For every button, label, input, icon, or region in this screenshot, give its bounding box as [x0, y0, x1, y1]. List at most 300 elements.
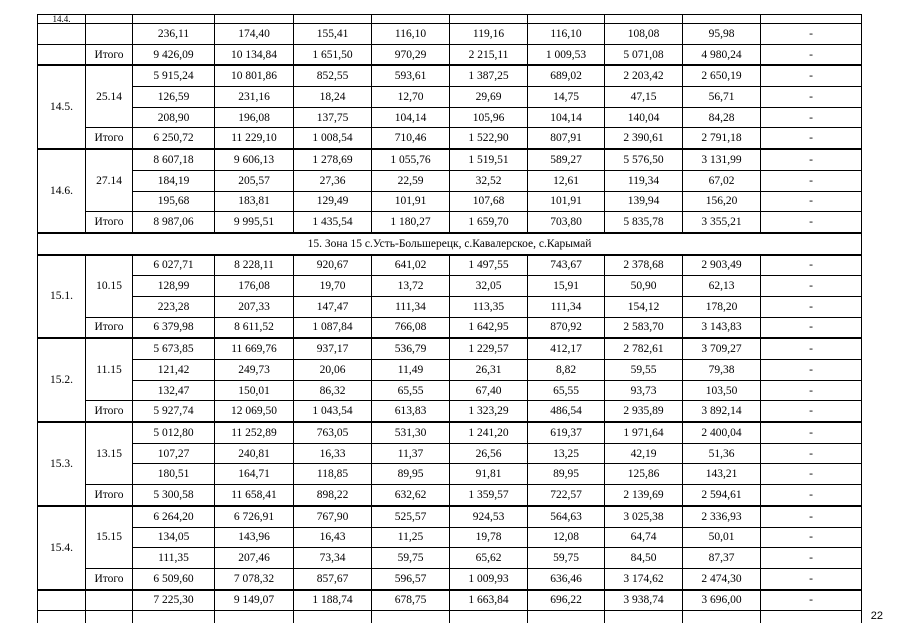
table-cell: 536,79: [372, 338, 450, 359]
table-cell: 128,99: [133, 276, 215, 297]
total-row: [38, 317, 862, 338]
table-row: [38, 149, 862, 170]
table-cell: 65,55: [372, 380, 450, 401]
table-cell: 852,55: [294, 65, 372, 86]
table-cell: 174,40: [215, 24, 294, 45]
table-row: [38, 422, 862, 443]
table-cell: 696,22: [528, 590, 605, 611]
table-row: [38, 15, 862, 24]
table-cell: 129,49: [294, 191, 372, 212]
table-cell: 1 435,54: [294, 212, 372, 233]
total-label: Итого: [86, 568, 133, 589]
table-cell: 2 903,49: [683, 255, 761, 276]
table-cell: 236,11: [133, 24, 215, 45]
table-cell: -: [761, 44, 862, 65]
group-code: 27.14: [86, 149, 133, 212]
zone-header-row: [38, 233, 862, 255]
table-cell: 1 642,95: [450, 317, 528, 338]
table-row: [38, 506, 862, 527]
table-cell: 180,51: [133, 464, 215, 485]
table-cell: 6 264,20: [133, 506, 215, 527]
table-row: [38, 107, 862, 128]
group-code: 25.14: [86, 65, 133, 128]
table-cell: 10 801,86: [215, 65, 294, 86]
group-code: 10.15: [86, 255, 133, 318]
table-cell: [86, 611, 133, 624]
table-cell: 763,05: [294, 422, 372, 443]
table-cell: 104,14: [528, 107, 605, 128]
table-cell: [86, 15, 133, 24]
code-cell: [86, 24, 133, 45]
table-cell: 89,95: [528, 464, 605, 485]
table-cell: [450, 611, 528, 624]
table-cell: 1 009,93: [450, 568, 528, 589]
table-cell: [294, 15, 372, 24]
table-cell: 766,08: [372, 317, 450, 338]
table-cell: 1 229,57: [450, 338, 528, 359]
group-number: 15.4.: [38, 506, 86, 590]
tariff-table: [37, 14, 862, 623]
table-cell: -: [761, 65, 862, 86]
table-cell: 19,78: [450, 527, 528, 548]
table-cell: -: [761, 317, 862, 338]
table-cell: 564,63: [528, 506, 605, 527]
table-row: [38, 191, 862, 212]
table-cell: 11,37: [372, 443, 450, 464]
table-cell: 2 650,19: [683, 65, 761, 86]
table-row: [38, 590, 862, 611]
table-cell: 870,92: [528, 317, 605, 338]
table-cell: 91,81: [450, 464, 528, 485]
table-cell: 13,25: [528, 443, 605, 464]
table-cell: 125,86: [605, 464, 683, 485]
table-cell: 1 180,27: [372, 212, 450, 233]
table-row: [38, 24, 862, 45]
table-cell: 196,08: [215, 107, 294, 128]
table-row: [38, 65, 862, 86]
table-cell: 641,02: [372, 255, 450, 276]
table-cell: 3 174,62: [605, 568, 683, 589]
table-cell: 59,55: [605, 360, 683, 381]
table-cell: 67,02: [683, 170, 761, 191]
table-cell: 12 069,50: [215, 401, 294, 422]
table-cell: 14,75: [528, 87, 605, 108]
table-cell: 64,74: [605, 527, 683, 548]
table-cell: 116,10: [528, 24, 605, 45]
table-cell: 116,10: [372, 24, 450, 45]
table-row: [38, 548, 862, 569]
table-cell: 1 188,74: [294, 590, 372, 611]
table-cell: 5 927,74: [133, 401, 215, 422]
table-cell: 5 012,80: [133, 422, 215, 443]
table-cell: 240,81: [215, 443, 294, 464]
table-cell: 3 892,14: [683, 401, 761, 422]
table-cell: 636,46: [528, 568, 605, 589]
table-cell: 3 025,38: [605, 506, 683, 527]
table-cell: -: [761, 527, 862, 548]
table-cell: -: [761, 464, 862, 485]
table-cell: 1 323,29: [450, 401, 528, 422]
table-cell: 8 607,18: [133, 149, 215, 170]
table-cell: 531,30: [372, 422, 450, 443]
table-cell: 137,75: [294, 107, 372, 128]
table-cell: -: [761, 87, 862, 108]
group-number: 14.5.: [38, 65, 86, 149]
table-cell: 9 606,13: [215, 149, 294, 170]
table-cell: 9 995,51: [215, 212, 294, 233]
table-cell: 164,71: [215, 464, 294, 485]
table-cell: [133, 15, 215, 24]
table-cell: 84,50: [605, 548, 683, 569]
total-label: Итого: [86, 401, 133, 422]
table-cell: 4 980,24: [683, 44, 761, 65]
table-cell: 2 782,61: [605, 338, 683, 359]
table-cell: 18,24: [294, 87, 372, 108]
table-cell: 207,46: [215, 548, 294, 569]
table-row-cut: [38, 611, 862, 624]
total-label: Итого: [86, 128, 133, 149]
table-cell: 1 241,20: [450, 422, 528, 443]
table-cell: 2 336,93: [683, 506, 761, 527]
table-cell: 15,91: [528, 276, 605, 297]
table-cell: 101,91: [372, 191, 450, 212]
table-cell: 2 203,42: [605, 65, 683, 86]
table-cell: 11 252,89: [215, 422, 294, 443]
table-cell: 6 509,60: [133, 568, 215, 589]
total-row: [38, 128, 862, 149]
table-cell: 1 663,84: [450, 590, 528, 611]
group-code: 11.15: [86, 338, 133, 401]
table-cell: 89,95: [372, 464, 450, 485]
table-cell: -: [761, 276, 862, 297]
table-cell: 26,56: [450, 443, 528, 464]
table-body: [38, 15, 862, 624]
table-row: [38, 360, 862, 381]
group-number-cell: [38, 590, 86, 611]
table-cell: 126,59: [133, 87, 215, 108]
table-cell: -: [761, 380, 862, 401]
table-cell: 143,21: [683, 464, 761, 485]
table-cell: 59,75: [528, 548, 605, 569]
table-cell: 5 300,58: [133, 485, 215, 506]
table-cell: 2 583,70: [605, 317, 683, 338]
table-cell: 589,27: [528, 149, 605, 170]
table-cell: 65,55: [528, 380, 605, 401]
table-cell: 1 278,69: [294, 149, 372, 170]
table-cell: 12,61: [528, 170, 605, 191]
table-cell: [215, 15, 294, 24]
table-row: [38, 527, 862, 548]
table-cell: 619,37: [528, 422, 605, 443]
table-cell: 632,62: [372, 485, 450, 506]
table-cell: 62,13: [683, 276, 761, 297]
table-cell: -: [761, 590, 862, 611]
table-cell: 1 659,70: [450, 212, 528, 233]
table-cell: [38, 611, 86, 624]
table-cell: 2 594,61: [683, 485, 761, 506]
table-cell: 150,01: [215, 380, 294, 401]
table-cell: 105,96: [450, 107, 528, 128]
table-cell: 10 134,84: [215, 44, 294, 65]
table-cell: 3 355,21: [683, 212, 761, 233]
table-cell: [450, 15, 528, 24]
table-cell: 59,75: [372, 548, 450, 569]
table-cell: -: [761, 296, 862, 317]
table-cell: [761, 15, 862, 24]
table-row: [38, 170, 862, 191]
total-label: Итого: [86, 212, 133, 233]
table-cell: 87,37: [683, 548, 761, 569]
table-cell: 178,20: [683, 296, 761, 317]
group-number: 14.6.: [38, 149, 86, 233]
total-row: [38, 212, 862, 233]
group-code: 13.15: [86, 422, 133, 485]
table-cell: -: [761, 338, 862, 359]
table-cell: 596,57: [372, 568, 450, 589]
table-cell: -: [761, 149, 862, 170]
table-cell: 13,72: [372, 276, 450, 297]
group-number-cell: [38, 44, 86, 65]
table-cell: 32,52: [450, 170, 528, 191]
table-cell: 689,02: [528, 65, 605, 86]
table-cell: 857,67: [294, 568, 372, 589]
table-cell: 6 250,72: [133, 128, 215, 149]
table-cell: 722,57: [528, 485, 605, 506]
table-cell: 183,81: [215, 191, 294, 212]
table-cell: 103,50: [683, 380, 761, 401]
table-cell: 16,43: [294, 527, 372, 548]
table-cell: -: [761, 212, 862, 233]
table-cell: -: [761, 255, 862, 276]
table-cell: 1 009,53: [528, 44, 605, 65]
table-cell: 104,14: [372, 107, 450, 128]
table-cell: 678,75: [372, 590, 450, 611]
total-row: [38, 44, 862, 65]
group-number: 15.1.: [38, 255, 86, 339]
table-cell: 47,15: [605, 87, 683, 108]
table-row: [38, 276, 862, 297]
table-cell: 9 149,07: [215, 590, 294, 611]
table-cell: 5 071,08: [605, 44, 683, 65]
table-cell: 1 522,90: [450, 128, 528, 149]
table-cell: 6 726,91: [215, 506, 294, 527]
table-cell: 2 935,89: [605, 401, 683, 422]
table-cell: 937,17: [294, 338, 372, 359]
table-cell: 2 390,61: [605, 128, 683, 149]
table-cell: [683, 15, 761, 24]
table-cell: 11,49: [372, 360, 450, 381]
total-row: [38, 485, 862, 506]
table-cell: 12,08: [528, 527, 605, 548]
table-cell: 113,35: [450, 296, 528, 317]
table-cell: 132,47: [133, 380, 215, 401]
table-cell: 29,69: [450, 87, 528, 108]
table-cell: 2 474,30: [683, 568, 761, 589]
table-cell: 1 087,84: [294, 317, 372, 338]
table-cell: -: [761, 422, 862, 443]
table-cell: 249,73: [215, 360, 294, 381]
table-cell: 2 215,11: [450, 44, 528, 65]
table-cell: -: [761, 170, 862, 191]
table-cell: 26,31: [450, 360, 528, 381]
table-cell: 767,90: [294, 506, 372, 527]
table-cell: 207,33: [215, 296, 294, 317]
table-cell: 1 043,54: [294, 401, 372, 422]
group-number: 15.3.: [38, 422, 86, 506]
table-cell: 7 078,32: [215, 568, 294, 589]
table-cell: 1 519,51: [450, 149, 528, 170]
table-cell: 101,91: [528, 191, 605, 212]
table-cell: 223,28: [133, 296, 215, 317]
table-cell: 195,68: [133, 191, 215, 212]
table-cell: 93,73: [605, 380, 683, 401]
table-cell: 11,25: [372, 527, 450, 548]
table-cell: 20,06: [294, 360, 372, 381]
group-code: 15.15: [86, 506, 133, 569]
table-cell: 143,96: [215, 527, 294, 548]
table-cell: 140,04: [605, 107, 683, 128]
table-cell: -: [761, 401, 862, 422]
table-cell: 119,16: [450, 24, 528, 45]
table-cell: 12,70: [372, 87, 450, 108]
table-cell: 73,34: [294, 548, 372, 569]
table-row: [38, 255, 862, 276]
table-cell: 5 835,78: [605, 212, 683, 233]
table-row: [38, 296, 862, 317]
table-cell: 807,91: [528, 128, 605, 149]
table-cell: -: [761, 24, 862, 45]
table-cell: 412,17: [528, 338, 605, 359]
total-label: Итого: [86, 317, 133, 338]
table-cell: 67,40: [450, 380, 528, 401]
table-cell: 111,34: [528, 296, 605, 317]
table-cell: 86,32: [294, 380, 372, 401]
table-cell: 9 426,09: [133, 44, 215, 65]
table-cell: 95,98: [683, 24, 761, 45]
table-cell: 924,53: [450, 506, 528, 527]
table-cell: 56,71: [683, 87, 761, 108]
table-cell: 593,61: [372, 65, 450, 86]
table-cell: 613,83: [372, 401, 450, 422]
code-cell: [86, 590, 133, 611]
table-cell: 7 225,30: [133, 590, 215, 611]
table-cell: 970,29: [372, 44, 450, 65]
table-cell: 703,80: [528, 212, 605, 233]
table-cell: 2 400,04: [683, 422, 761, 443]
table-cell: 3 938,74: [605, 590, 683, 611]
table-cell: 5 673,85: [133, 338, 215, 359]
table-cell: 486,54: [528, 401, 605, 422]
table-cell: 898,22: [294, 485, 372, 506]
table-cell: 2 791,18: [683, 128, 761, 149]
table-cell: -: [761, 191, 862, 212]
table-cell: 8 987,06: [133, 212, 215, 233]
table-cell: 8,82: [528, 360, 605, 381]
total-row: [38, 568, 862, 589]
table-cell: 84,28: [683, 107, 761, 128]
table-cell: 205,57: [215, 170, 294, 191]
table-cell: 111,35: [133, 548, 215, 569]
table-row: [38, 87, 862, 108]
table-cell: 22,59: [372, 170, 450, 191]
table-cell: 108,08: [605, 24, 683, 45]
table-cell: -: [761, 443, 862, 464]
table-cell: 11 658,41: [215, 485, 294, 506]
table-cell: 1 651,50: [294, 44, 372, 65]
table-cell: -: [761, 485, 862, 506]
table-row: [38, 464, 862, 485]
table-cell: -: [761, 360, 862, 381]
table-cell: [372, 611, 450, 624]
table-cell: 27,36: [294, 170, 372, 191]
table-cell: 231,16: [215, 87, 294, 108]
table-cell: 920,67: [294, 255, 372, 276]
table-cell: 1 497,55: [450, 255, 528, 276]
table-cell: 111,34: [372, 296, 450, 317]
total-row: [38, 401, 862, 422]
table-cell: 11 669,76: [215, 338, 294, 359]
table-cell: [605, 611, 683, 624]
table-row: [38, 338, 862, 359]
table-cell: 1 971,64: [605, 422, 683, 443]
table-row: [38, 380, 862, 401]
table-cell: -: [761, 568, 862, 589]
table-cell: [761, 611, 862, 624]
table-cell: 2 139,69: [605, 485, 683, 506]
table-cell: 5 576,50: [605, 149, 683, 170]
table-cell: -: [761, 107, 862, 128]
table-cell: 3 709,27: [683, 338, 761, 359]
table-cell: -: [761, 548, 862, 569]
table-cell: 176,08: [215, 276, 294, 297]
table-cell: 107,27: [133, 443, 215, 464]
table-cell: 6 027,71: [133, 255, 215, 276]
table-cell: 184,19: [133, 170, 215, 191]
table-cell: 16,33: [294, 443, 372, 464]
table-cell: [215, 611, 294, 624]
table-cell: [605, 15, 683, 24]
total-label: Итого: [86, 44, 133, 65]
table-cell: 710,46: [372, 128, 450, 149]
table-cell: 1 387,25: [450, 65, 528, 86]
table-cell: 5 915,24: [133, 65, 215, 86]
table-cell: 121,42: [133, 360, 215, 381]
table-cell: 156,20: [683, 191, 761, 212]
table-cell: 50,01: [683, 527, 761, 548]
table-cell: 32,05: [450, 276, 528, 297]
table-cell: -: [761, 128, 862, 149]
table-row: [38, 443, 862, 464]
table-cell: 1 359,57: [450, 485, 528, 506]
table-cell: 3 131,99: [683, 149, 761, 170]
table-cell: [133, 611, 215, 624]
table-cell: [683, 611, 761, 624]
table-cell: 1 055,76: [372, 149, 450, 170]
table-cell: [372, 15, 450, 24]
table-cell: 154,12: [605, 296, 683, 317]
table-cell: 147,47: [294, 296, 372, 317]
page-number: 22: [870, 610, 883, 622]
zone-header: 15. Зона 15 с.Усть-Большерецк, с.Кавалерское, с.Карымай: [38, 233, 862, 255]
table-cell: 3 696,00: [683, 590, 761, 611]
table-cell: 42,19: [605, 443, 683, 464]
table-cell: -: [761, 506, 862, 527]
table-cell: 8 611,52: [215, 317, 294, 338]
total-label: Итого: [86, 485, 133, 506]
table-cell: 119,34: [605, 170, 683, 191]
table-cell: 139,94: [605, 191, 683, 212]
table-cell: 6 379,98: [133, 317, 215, 338]
